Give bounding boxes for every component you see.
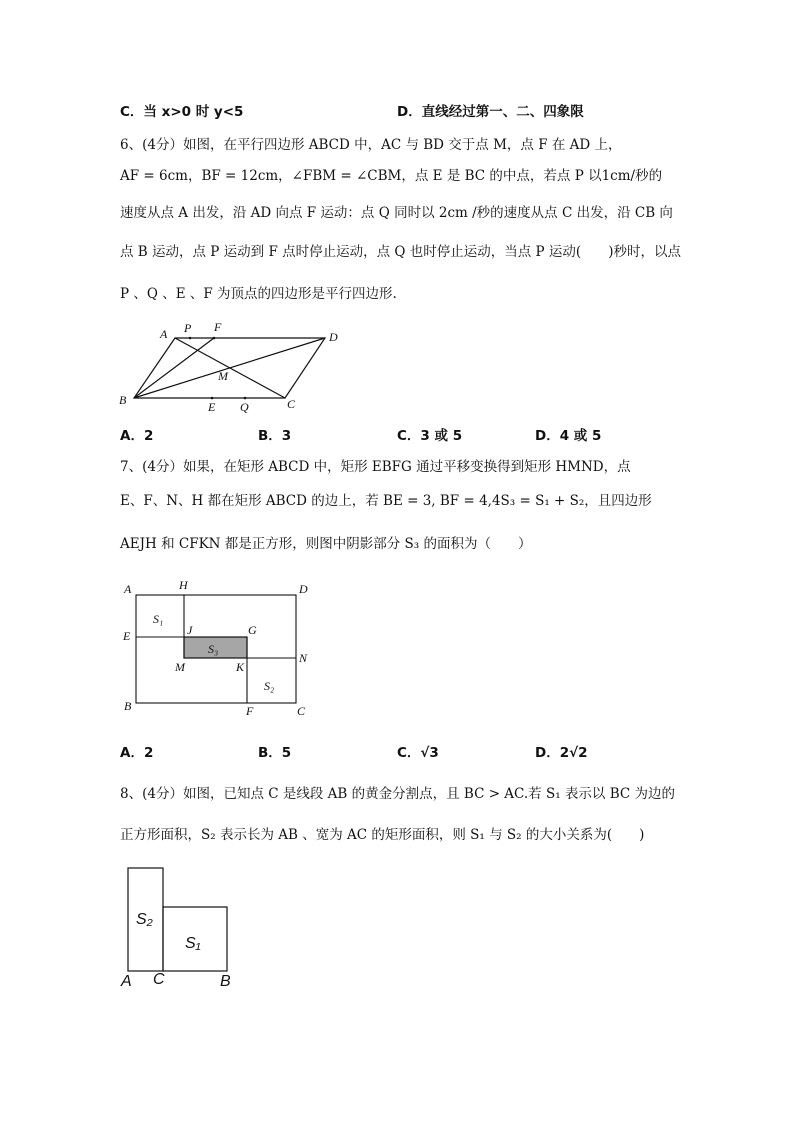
q8-text-line-1: 8、(4分）如图，已知点 C 是线段 AB 的黄金分割点，且 BC > AC.若 S₁ 表示以 BC 为边的 bbox=[120, 786, 676, 802]
q7-text-line-2: E、F、N、H 都在矩形 ABCD 的边上，若 BE = 3, BF = 4,4S₃ = S₁ + S₂，且四边形 bbox=[120, 493, 652, 509]
q7-text-line-1: 7、(4分）如果，在矩形 ABCD 中，矩形 EBFG 通过平移变换得到矩形 HMND，点 bbox=[120, 459, 631, 475]
q6-parallelogram-figure bbox=[110, 318, 350, 418]
label-h: H bbox=[179, 578, 188, 592]
label-f: F bbox=[214, 320, 222, 334]
segment-bf bbox=[134, 338, 214, 398]
label-d: D bbox=[329, 330, 338, 344]
diagonal-bd bbox=[134, 338, 325, 398]
label-k: K bbox=[236, 660, 245, 674]
label-p: P bbox=[184, 321, 192, 335]
label-s2: S₂ bbox=[136, 911, 153, 928]
label-b: B bbox=[119, 393, 127, 407]
q7-option-d[interactable]: D．2√2 bbox=[535, 745, 588, 761]
q7-text-line-3: AEJH 和 CFKN 都是正方形，则图中阴影部分 S₃ 的面积为（ ） bbox=[120, 536, 532, 552]
q6-text-line-3: 速度从点 A 出发，沿 AD 向点 F 运动：点 Q 同时以 2cm /秒的速度从点 C 出发，沿 CB 向 bbox=[120, 205, 673, 221]
label-b: B bbox=[124, 699, 132, 713]
point-e bbox=[211, 397, 214, 400]
label-g: G bbox=[248, 623, 257, 637]
q6-text-line-5: P 、Q 、E 、F 为顶点的四边形是平行四边形. bbox=[120, 286, 397, 302]
label-e: E bbox=[208, 400, 216, 414]
q6-option-d[interactable]: D．4 或 5 bbox=[535, 428, 602, 444]
label-q: Q bbox=[240, 400, 249, 414]
label-b: B bbox=[220, 973, 231, 990]
label-a: A bbox=[124, 582, 132, 596]
q7-option-b[interactable]: B．5 bbox=[258, 745, 292, 761]
q7-rectangle-figure bbox=[118, 578, 324, 718]
label-c: C bbox=[153, 971, 165, 988]
label-d: D bbox=[299, 582, 308, 596]
label-a: A bbox=[160, 327, 168, 341]
q6-text-line-1: 6、(4分）如图，在平行四边形 ABCD 中，AC 与 BD 交于点 M，点 F 在 AD 上， bbox=[120, 137, 622, 153]
q6-text-line-4: 点 B 运动，点 P 运动到 F 点时停止运动，点 Q 也时停止运动，当点 P 运动( )秒时，以点 bbox=[120, 244, 681, 260]
label-s1: S₁ bbox=[185, 935, 201, 952]
point-p bbox=[189, 337, 192, 340]
point-q bbox=[244, 397, 247, 400]
q8-text-line-2: 正方形面积，S₂ 表示长为 AB 、宽为 AC 的矩形面积，则 S₁ 与 S₂ 的大小关系为( ) bbox=[120, 827, 645, 843]
label-f: F bbox=[246, 704, 254, 718]
q6-option-c[interactable]: C．3 或 5 bbox=[397, 428, 463, 444]
label-a: A bbox=[121, 973, 132, 990]
q5-option-d[interactable]: D．直线经过第一、二、四象限 bbox=[397, 104, 584, 120]
label-e: E bbox=[123, 629, 131, 643]
q6-option-b[interactable]: B．3 bbox=[258, 428, 292, 444]
label-c: C bbox=[287, 397, 296, 411]
point-f bbox=[213, 337, 216, 340]
label-m: M bbox=[175, 660, 185, 674]
q7-option-a[interactable]: A．2 bbox=[120, 745, 154, 761]
label-s1: S₁ bbox=[153, 612, 164, 626]
label-s2: S₂ bbox=[264, 679, 275, 693]
q8-golden-ratio-figure bbox=[115, 862, 245, 992]
label-c: C bbox=[297, 704, 306, 718]
label-n: N bbox=[299, 651, 308, 665]
q5-option-c[interactable]: C．当 x>0 时 y<5 bbox=[120, 104, 244, 120]
q7-option-c[interactable]: C．√3 bbox=[397, 745, 439, 761]
label-s3: S₃ bbox=[208, 642, 219, 656]
q6-option-a[interactable]: A．2 bbox=[120, 428, 154, 444]
label-m: M bbox=[218, 369, 228, 383]
q6-text-line-2: AF = 6cm，BF = 12cm，∠FBM = ∠CBM，点 E 是 BC 的中点，若点 P 以1cm/秒的 bbox=[120, 168, 663, 184]
label-j: J bbox=[187, 623, 193, 637]
